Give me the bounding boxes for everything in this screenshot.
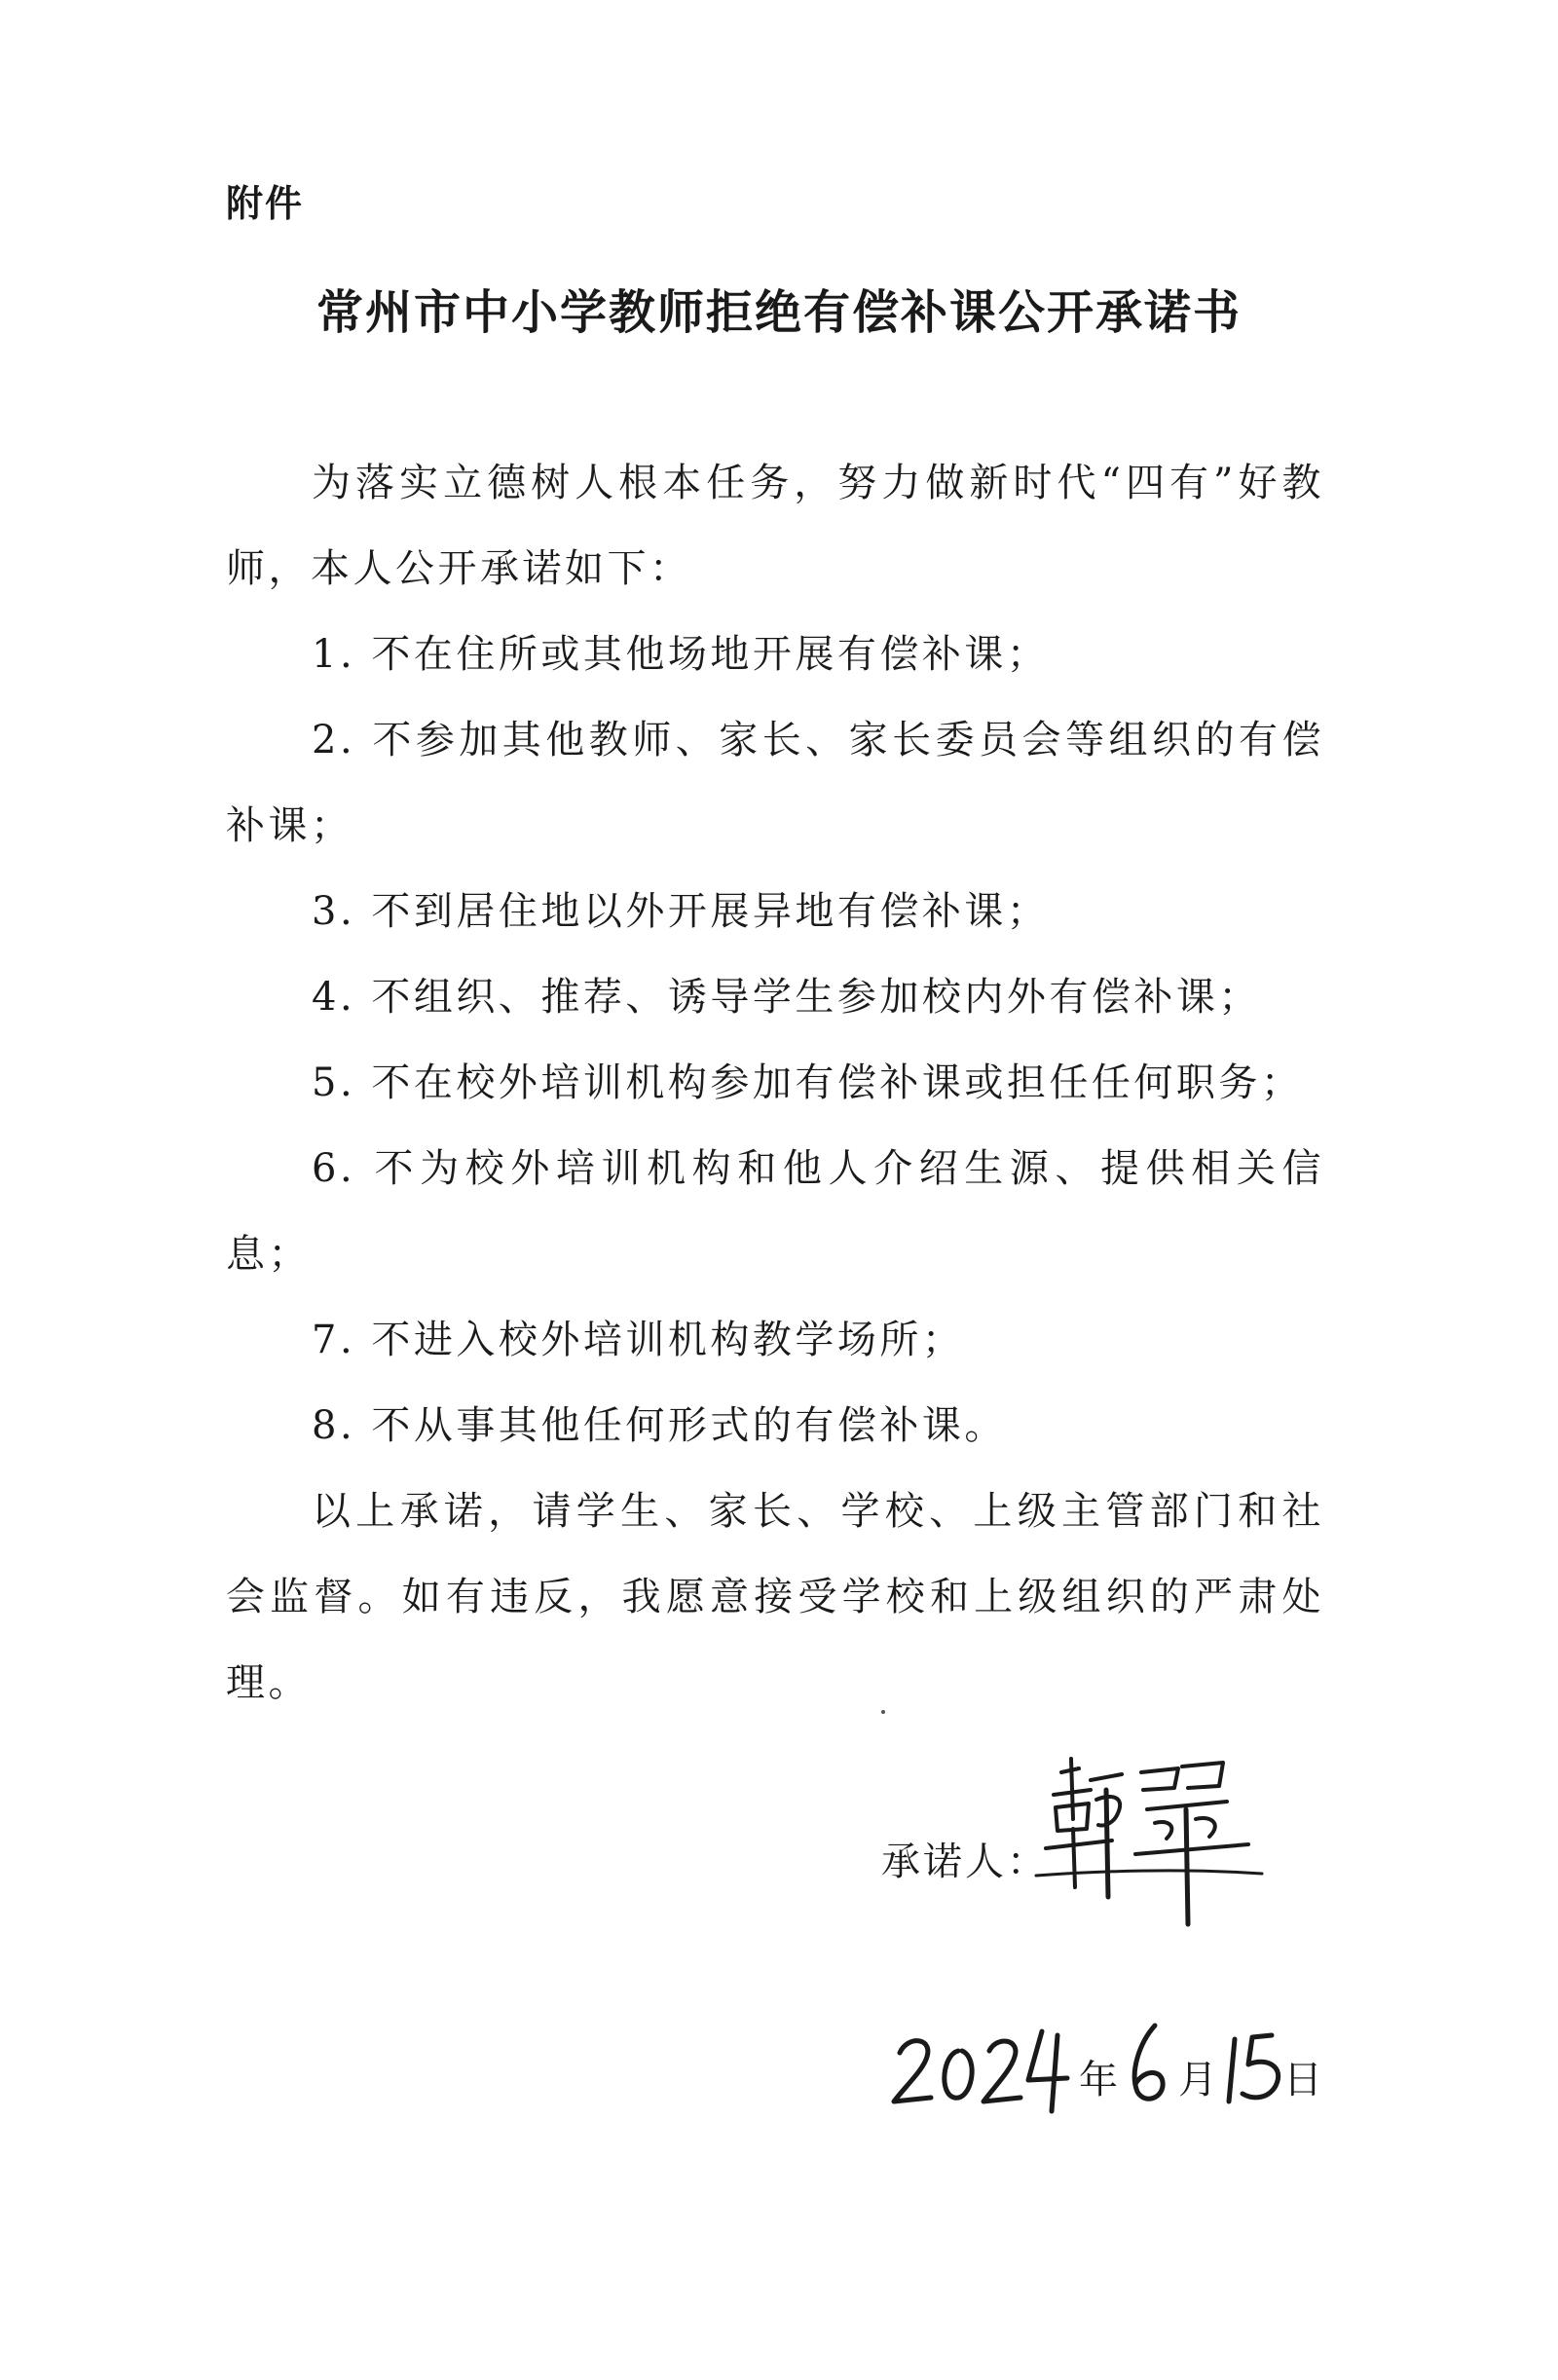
intro-paragraph: 为落实立德树人根本任务，努力做新时代“四有”好教师，本人公开承诺如下： [226, 461, 1324, 591]
date-row [886, 1996, 1324, 2123]
signer-label: 承诺人： [881, 1839, 1049, 1884]
signer-row [881, 1819, 1049, 1897]
date-month-char: 月 [1178, 2058, 1217, 2102]
commitment-item-4: 4. 不组织、推荐、诱导学生参加校内外有偿补课； [312, 975, 1261, 1020]
date-year-char: 年 [1079, 2058, 1118, 2102]
document-body [226, 440, 1324, 1726]
commitment-item-2: 2. 不参加其他教师、家长、家长委员会等组织的有偿补课； [226, 718, 1324, 848]
commitment-item-3: 3. 不到居住地以外开展异地有偿补课； [312, 889, 1050, 934]
attachment-label: 附件 [226, 182, 305, 225]
commitment-item-8: 8. 不从事其他任何形式的有偿补课。 [312, 1403, 1007, 1448]
commitment-item-5: 5. 不在校外培训机构参加有偿补课或担任任何职务； [312, 1060, 1304, 1105]
document-title: 常州市中小学教师拒绝有偿补课公开承诺书 [315, 285, 1242, 340]
commitment-item-6: 6. 不为校外培训机构和他人介绍生源、提供相关信息； [226, 1146, 1324, 1277]
date-day-char: 日 [1283, 2058, 1322, 2102]
scan-speck [881, 1710, 885, 1714]
commitment-item-7: 7. 不进入校外培训机构教学场所； [312, 1318, 965, 1362]
handwritten-signature [1032, 1751, 1266, 1936]
commitment-item-1: 1. 不在住所或其他场地开展有偿补课； [312, 632, 1050, 677]
closing-paragraph: 以上承诺，请学生、家长、学校、上级主管部门和社会监督。如有违反，我愿意接受学校和上级组织的严肃处理。 [226, 1489, 1324, 1705]
